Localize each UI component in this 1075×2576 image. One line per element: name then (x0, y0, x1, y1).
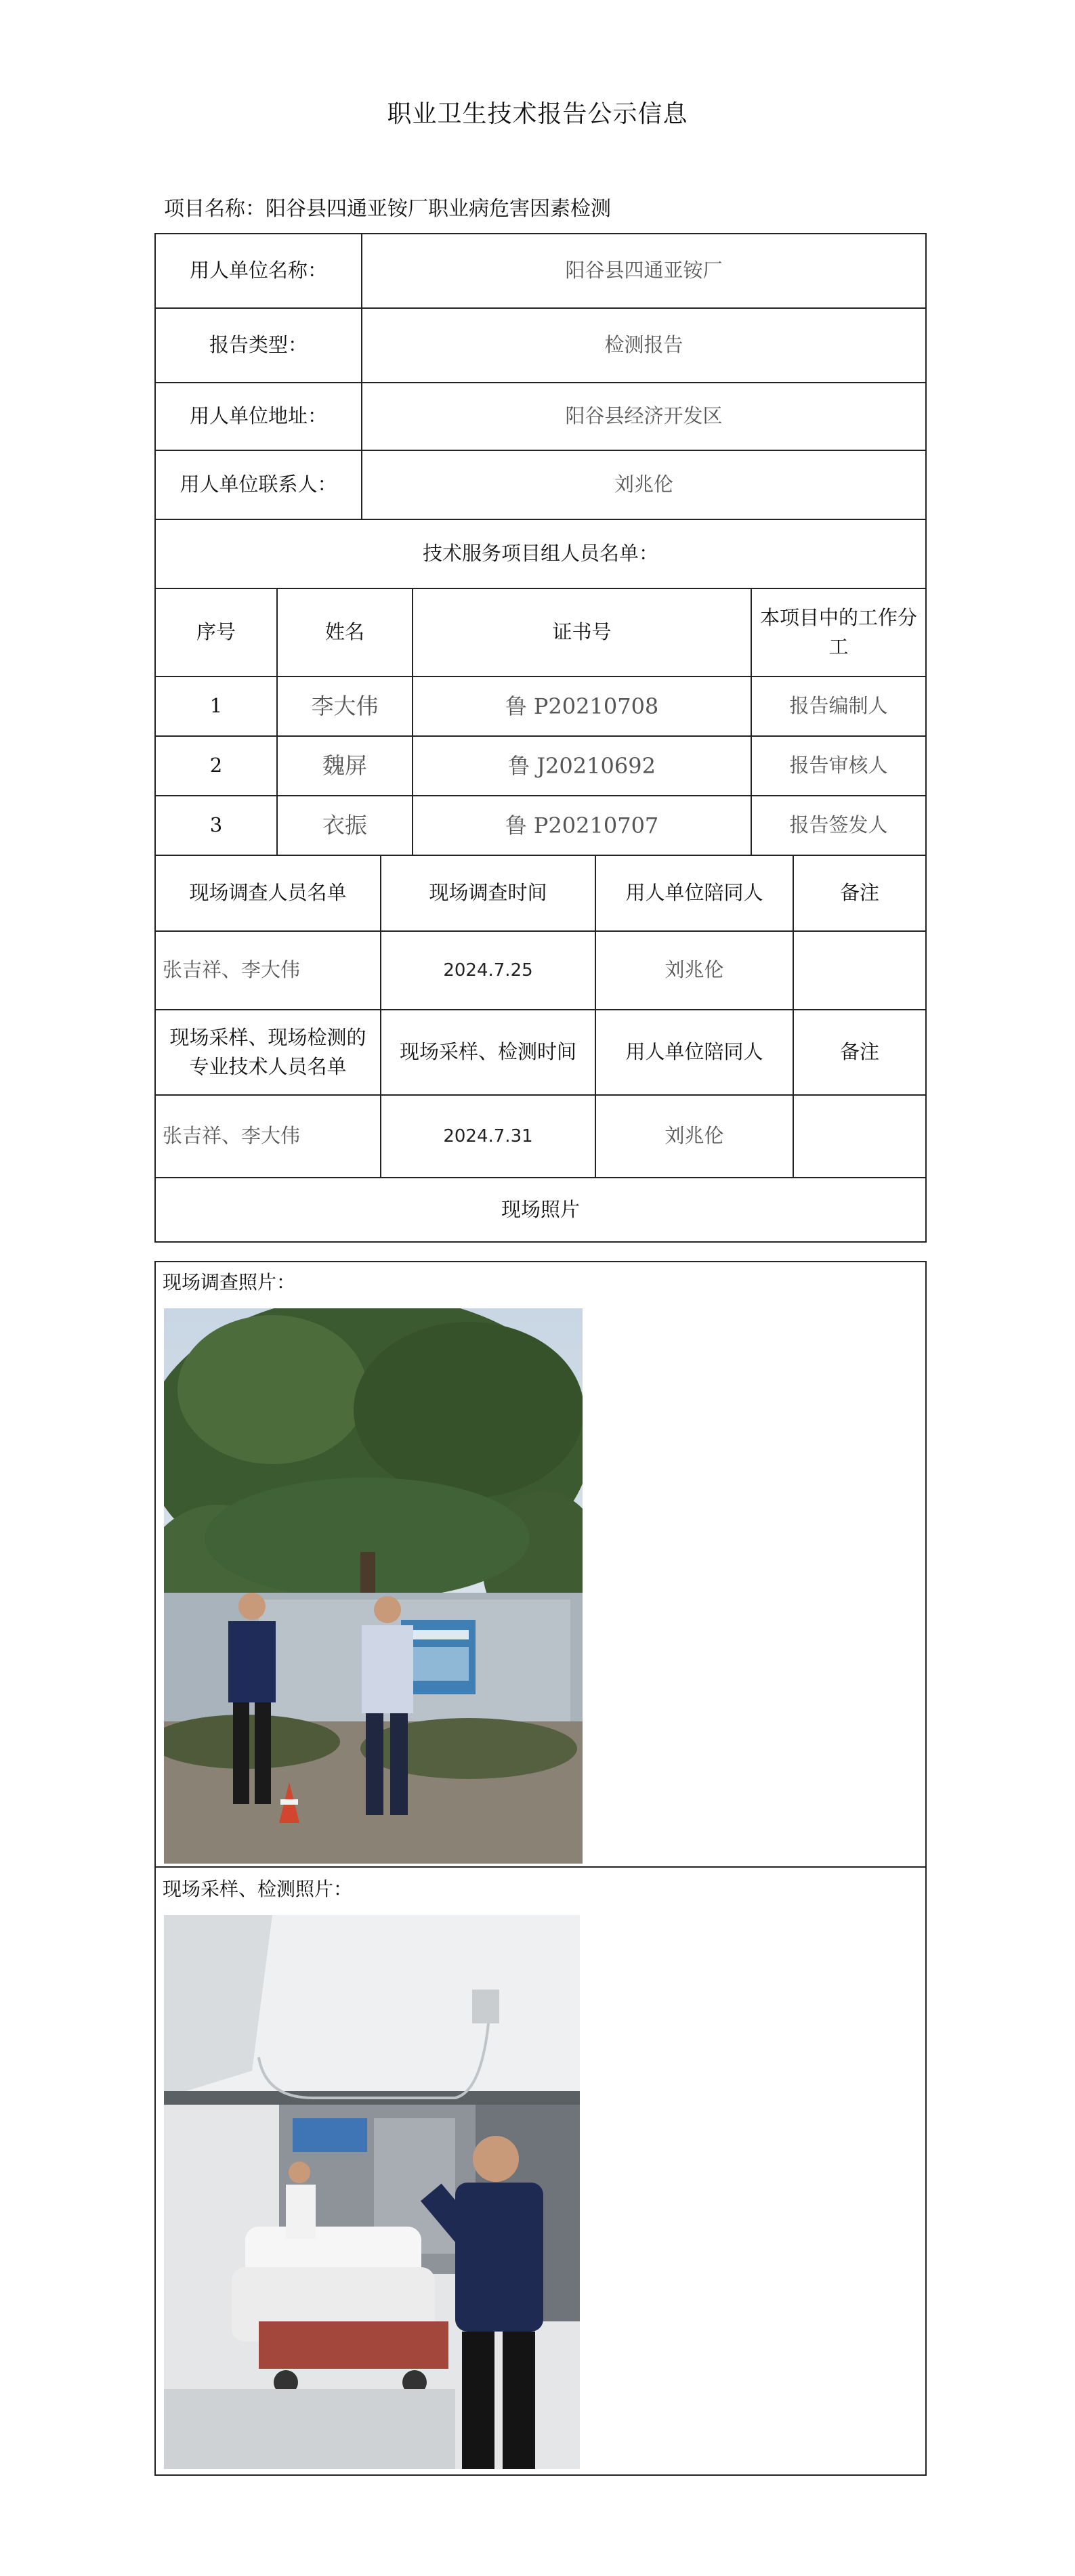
sampling-header-note: 备注 (794, 1010, 925, 1096)
value-employer-address: 阳谷县经济开发区 (362, 383, 925, 451)
survey-header-staff: 现场调查人员名单 (156, 856, 381, 932)
value-employer-contact: 刘兆伦 (362, 451, 925, 520)
team-row-2-no: 2 (156, 737, 278, 796)
survey-header-companion: 用人单位陪同人 (596, 856, 794, 932)
project-name-line (164, 192, 611, 221)
team-header-no: 序号 (156, 589, 278, 677)
team-row-3-name: 衣振 (278, 796, 413, 856)
team-row-1-role: 报告编制人 (752, 677, 925, 737)
sampling-header-staff: 现场采样、现场检测的专业技术人员名单 (156, 1010, 381, 1096)
survey-photo (164, 1308, 583, 1864)
label-employer-contact: 用人单位联系人： (156, 451, 362, 520)
project-value: 阳谷县四通亚铵厂职业病危害因素检测 (266, 197, 611, 221)
team-row-3-cert: 鲁 P20210707 (413, 796, 752, 856)
team-section-title: 技术服务项目组人员名单： (156, 520, 925, 589)
project-label: 项目名称： (164, 197, 266, 221)
survey-header-note: 备注 (794, 856, 925, 932)
survey-staff: 张吉祥、李大伟 (156, 932, 381, 1010)
team-row-1-name: 李大伟 (278, 677, 413, 737)
sampling-date: 2024.7.31 (381, 1096, 596, 1178)
label-employer-address: 用人单位地址： (156, 383, 362, 451)
team-row-3-no: 3 (156, 796, 278, 856)
report-info-table (154, 233, 927, 1243)
sampling-companion: 刘兆伦 (596, 1096, 794, 1178)
label-employer-name: 用人单位名称： (156, 234, 362, 309)
survey-photo-section (154, 1261, 927, 1868)
sampling-photo-image (164, 1915, 580, 2469)
survey-date: 2024.7.25 (381, 932, 596, 1010)
survey-photo-image (164, 1308, 583, 1864)
team-row-1-no: 1 (156, 677, 278, 737)
sampling-photo-section (154, 1866, 927, 2476)
survey-note (794, 932, 925, 1010)
sampling-photo-caption: 现场采样、检测照片： (163, 1878, 353, 1900)
team-row-3-role: 报告签发人 (752, 796, 925, 856)
sampling-staff: 张吉祥、李大伟 (156, 1096, 381, 1178)
page-title: 职业卫生技术报告公示信息 (387, 100, 688, 128)
team-header-role: 本项目中的工作分工 (752, 589, 925, 677)
sampling-photo (164, 1915, 580, 2469)
survey-companion: 刘兆伦 (596, 932, 794, 1010)
team-row-2-cert: 鲁 J20210692 (413, 737, 752, 796)
value-employer-name: 阳谷县四通亚铵厂 (362, 234, 925, 309)
sampling-header-date: 现场采样、检测时间 (381, 1010, 596, 1096)
sampling-note (794, 1096, 925, 1178)
label-report-type: 报告类型： (156, 309, 362, 383)
team-header-cert: 证书号 (413, 589, 752, 677)
team-header-name: 姓名 (278, 589, 413, 677)
team-row-1-cert: 鲁 P20210708 (413, 677, 752, 737)
team-row-2-role: 报告审核人 (752, 737, 925, 796)
photos-title: 现场照片 (501, 1197, 580, 1221)
sampling-header-companion: 用人单位陪同人 (596, 1010, 794, 1096)
survey-photo-caption: 现场调查照片： (163, 1271, 296, 1293)
survey-header-date: 现场调查时间 (381, 856, 596, 932)
value-report-type: 检测报告 (362, 309, 925, 383)
team-row-2-name: 魏屏 (278, 737, 413, 796)
